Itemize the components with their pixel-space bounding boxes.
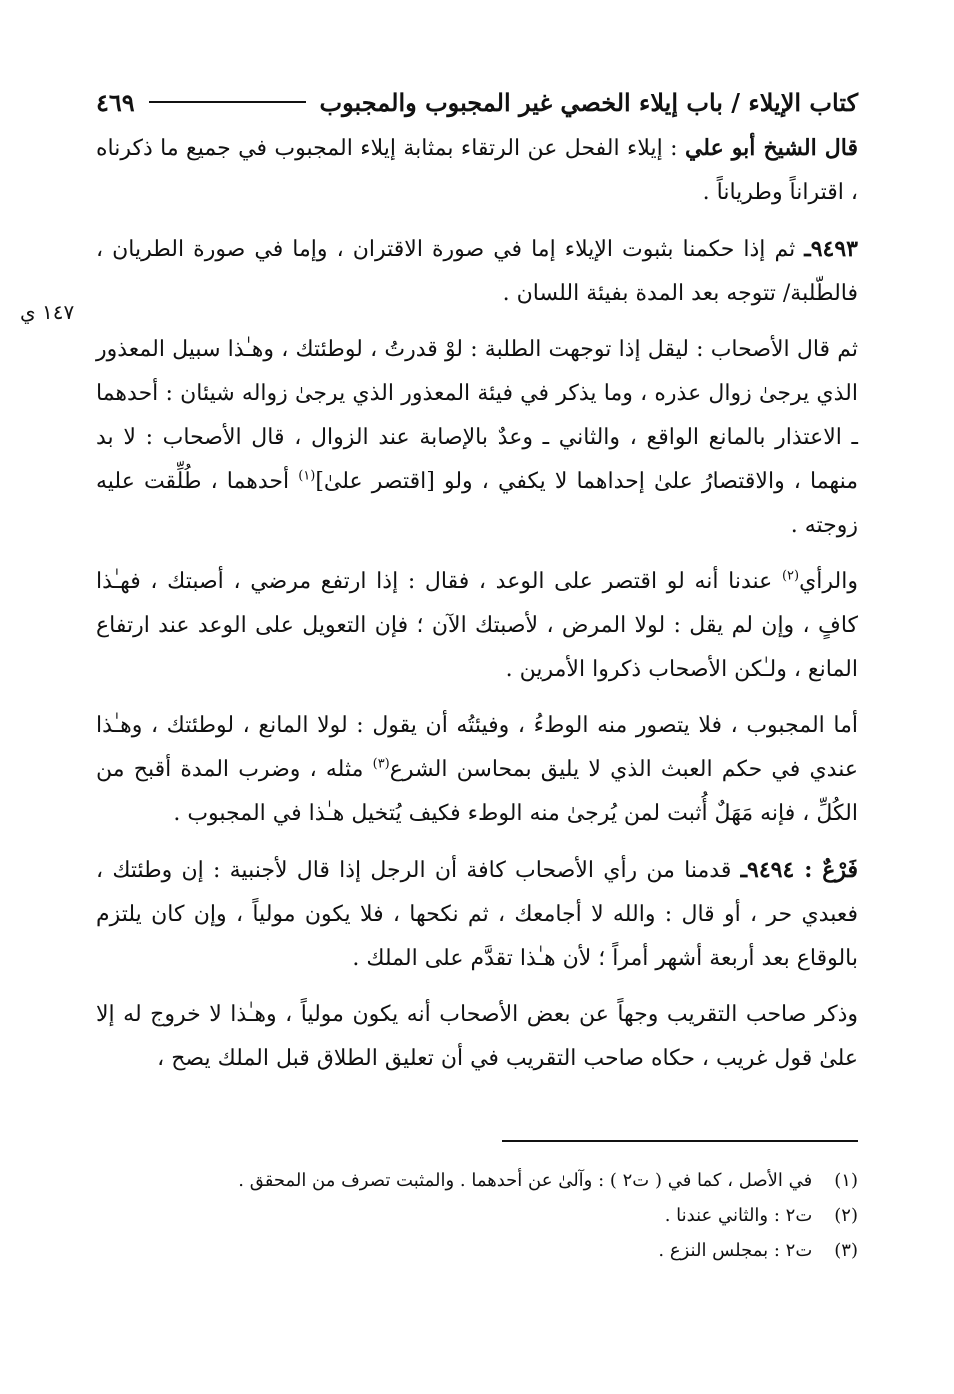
footnote-number: (٣) xyxy=(834,1240,858,1261)
paragraph-lead: فَرْعٌ : ٩٤٩٤ـ xyxy=(740,857,858,883)
paragraph-tail: مثله ، وضرب المدة أقبح من الكُلِّ ، فإنه مَهَلٌ أُثبت لمن يُرجىٰ منه الوطء فكيف يُتخيل هـٰذا في المجبوب . xyxy=(96,757,858,826)
paragraph xyxy=(96,993,858,1081)
footnote xyxy=(96,1233,858,1268)
footnote-divider xyxy=(502,1140,858,1142)
header-title: كتاب الإيلاء / باب إيلاء الخصي غير المجبوب والمجبوب xyxy=(319,87,858,117)
paragraph-lead: قال الشيخ أبو علي xyxy=(684,135,859,161)
paragraph xyxy=(96,328,858,548)
paragraph xyxy=(96,227,858,316)
paragraph-lead: ٩٤٩٣ـ xyxy=(804,236,858,262)
paragraph xyxy=(96,704,858,836)
footnote xyxy=(96,1198,858,1233)
margin-note: ١٤٧ ي xyxy=(20,300,75,324)
paragraph-text: : إيلاء الفحل عن الرتقاء بمثابة إيلاء المجبوب في جميع ما ذكرناه ، اقتراناً وطرياناً . xyxy=(96,136,858,205)
footnotes xyxy=(96,1163,858,1268)
main-text xyxy=(96,126,858,1081)
page-number: ٤٦٩ xyxy=(96,87,135,117)
footnote-ref[interactable]: (١) xyxy=(298,468,316,484)
footnote-text: في الأصل ، كما في ( ت٢ ) : وآلىٰ عن أحدهما . والمثبت تصرف من المحقق . xyxy=(238,1170,813,1191)
paragraph-text: قدمنا من رأي الأصحاب كافة أن الرجل إذا قال لأجنبية : إن وطئتك ، فعبدي حر ، أو قال : والله لا أجامعك ، ثم نكحها ، فلا يكون مولياً ، وإن كان يلتزم بالوقاع بعد أربعة أشهر أمراً ؛ لأن هـٰذا تقدَّم على الملك . xyxy=(96,858,858,971)
running-header xyxy=(96,82,858,122)
paragraph-text: ثم إذا حكمنا بثبوت الإيلاء إما في صورة الاقتران ، وإما في صورة الطريان ، فالطّلبة/ تتوجه بعد المدة بفيئة اللسان . xyxy=(96,237,858,306)
paragraph xyxy=(96,126,858,215)
paragraph-text: ثم قال الأصحاب : ليقل إذا توجهت الطلبة : لوْ قدرتُ ، لوطئتك ، وهـٰذا سبيل المعذور الذي يرجىٰ زوال عذره ، وما يذكر في فيئة المعذور الذي يرجىٰ زواله شيئان : أحدهما ـ الاعتذار بالمانع الواقع ، والثاني ـ وعدٌ بالإصابة عند الزوال ، قال الأصحاب : لا بد منهما ، والاقتصارُ علىٰ إحداهما لا يكفي ، ولو [اقتصر علىٰ] xyxy=(96,337,858,494)
footnote-number: (١) xyxy=(834,1170,858,1191)
paragraph-text: أما المجبوب ، فلا يتصور منه الوطءُ ، وفيئتُه أن يقول : لولا المانع ، لوطئتك ، وهـٰذا عندي في حكم العبث الذي لا يليق بمحاسن الشرع xyxy=(96,713,858,782)
paragraph-tail: عندنا أنه لو اقتصر على الوعد ، فقال : إذا ارتفع مرضي ، أصبتك ، فهـٰذا كافٍ ، وإن لم يقل : لولا المرض ، لأصبتك الآن ؛ فإن التعويل على الوعد عند ارتفاع المانع ، ولـٰكن الأصحاب ذكروا الأمرين . xyxy=(96,569,858,682)
paragraph-text: وذكر صاحب التقريب وجهاً عن بعض الأصحاب أنه يكون مولياً ، وهـٰذا لا خروج له إلا علىٰ قول غريب ، حكاه صاحب التقريب في أن تعليق الطلاق قبل الملك يصح ، xyxy=(96,1002,858,1071)
footnote-text: ت٢ : بمجلس النزع . xyxy=(658,1240,813,1261)
footnote-ref[interactable]: (٢) xyxy=(781,568,800,584)
footnote-text: ت٢ : والثاني عندنا . xyxy=(664,1205,813,1226)
footnote-ref[interactable]: (٣) xyxy=(372,756,390,772)
paragraph xyxy=(96,848,858,981)
footnote xyxy=(96,1163,858,1198)
paragraph-text: والرأي xyxy=(799,569,858,594)
paragraph xyxy=(96,560,858,692)
footnote-number: (٢) xyxy=(834,1205,858,1226)
header-rule xyxy=(149,101,306,103)
paragraph-tail: أحدهما ، طُلِّقت عليه زوجته . xyxy=(96,469,858,538)
